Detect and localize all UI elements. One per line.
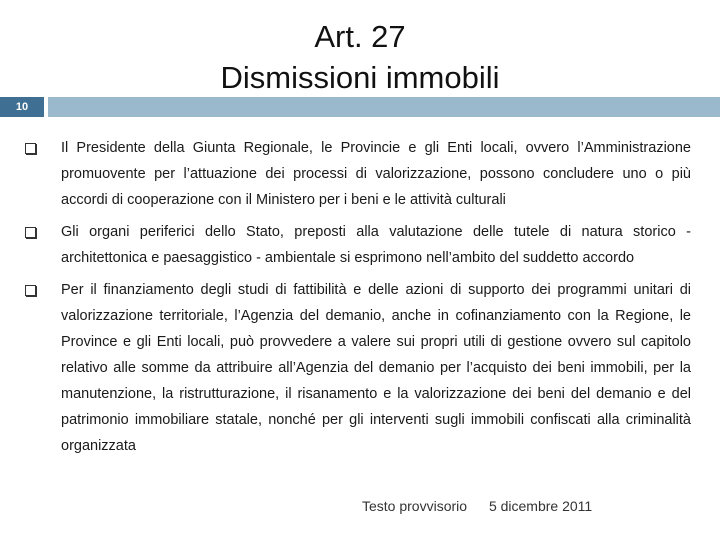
- slide-title-line-2: Dismissioni immobili: [220, 60, 500, 95]
- checkbox-bullet-icon: [25, 227, 36, 238]
- bullet-text: Il Presidente della Giunta Regionale, le Provincie e gli Enti locali, ovvero l’Amministrazione promuovente per l’attuazione dei processi di valorizzazione, possono concludere uno o più accordi di cooperazione con il Ministero per i beni e le attività culturali: [61, 140, 691, 208]
- header-bar: [48, 97, 720, 117]
- slide-number: 10: [15, 101, 29, 113]
- bullet-text: Per il finanziamento degli studi di fattibilità e delle azioni di supporto dei programmi unitari di valorizzazione territoriale, l’Agenzia del demanio, anche in cofinanziamento con la Regione, le Province e gli Enti locali, può provvedere a valere sui propri utili di gestione ovvero sul capitolo relativo alle somme da attribuire all’Agenzia del demanio per l’acquisto dei beni immobili, per la manutenzione, la ristrutturazione, il risanamento e la valorizzazione dei beni del demanio e del patrimonio immobiliare statale, nonché per gli interventi sugli immobili confiscati alla criminalità organizzata: [61, 282, 691, 454]
- footer-label: Testo provvisorio: [362, 498, 468, 514]
- checkbox-bullet-icon: [25, 143, 36, 154]
- slide-content: [0, 135, 720, 465]
- footer-date: 5 dicembre 2011: [488, 498, 593, 514]
- bullet-item: [0, 277, 720, 459]
- bullet-item: [0, 219, 720, 271]
- bullet-item: [0, 135, 720, 213]
- checkbox-bullet-icon: [25, 285, 36, 296]
- slide-footer: [362, 498, 610, 514]
- bullet-text: Gli organi periferici dello Stato, preposti alla valutazione delle tutele di natura storico - architettonica e paesaggistico - ambientale si esprimono nell’ambito del suddetto accordo: [61, 224, 691, 266]
- slide-title: [0, 16, 720, 98]
- slide-title-line-1: Art. 27: [314, 19, 406, 54]
